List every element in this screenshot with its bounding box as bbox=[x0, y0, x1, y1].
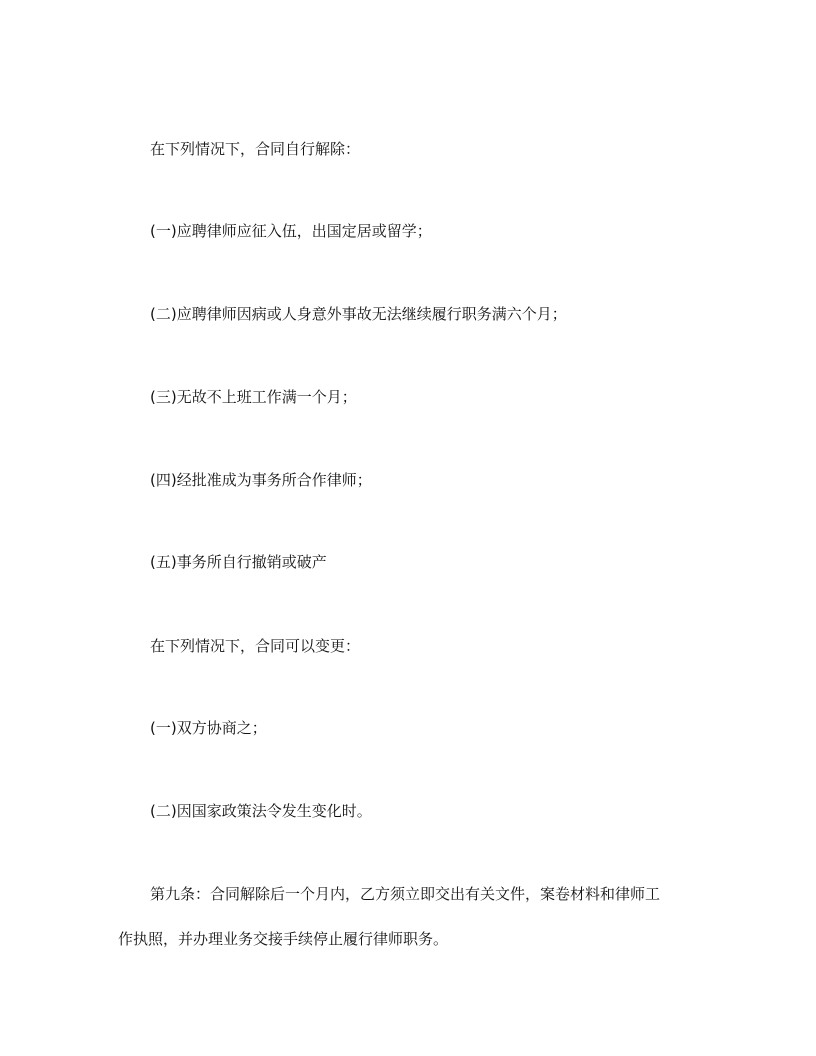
list-item-termination-3: (三)无故不上班工作满一个月； bbox=[150, 388, 357, 406]
list-item-termination-5: (五)事务所自行撤销或破产 bbox=[150, 553, 327, 571]
paragraph-termination-intro: 在下列情况下，合同自行解除： bbox=[150, 140, 361, 158]
paragraph-article-nine-line-1: 第九条：合同解除后一个月内，乙方须立即交出有关文件，案卷材料和律师工 bbox=[150, 885, 661, 903]
list-item-termination-1: (一)应聘律师应征入伍，出国定居或留学； bbox=[150, 222, 432, 240]
paragraph-article-nine-line-2: 作执照，并办理业务交接手续停止履行律师职务。 bbox=[118, 930, 449, 948]
list-item-termination-4: (四)经批准成为事务所合作律师； bbox=[150, 471, 372, 489]
paragraph-modification-intro: 在下列情况下，合同可以变更： bbox=[150, 637, 361, 655]
list-item-termination-2: (二)应聘律师因病或人身意外事故无法继续履行职务满六个月； bbox=[150, 305, 567, 323]
list-item-modification-2: (二)因国家政策法令发生变化时。 bbox=[150, 802, 372, 820]
list-item-modification-1: (一)双方协商之； bbox=[150, 719, 267, 737]
